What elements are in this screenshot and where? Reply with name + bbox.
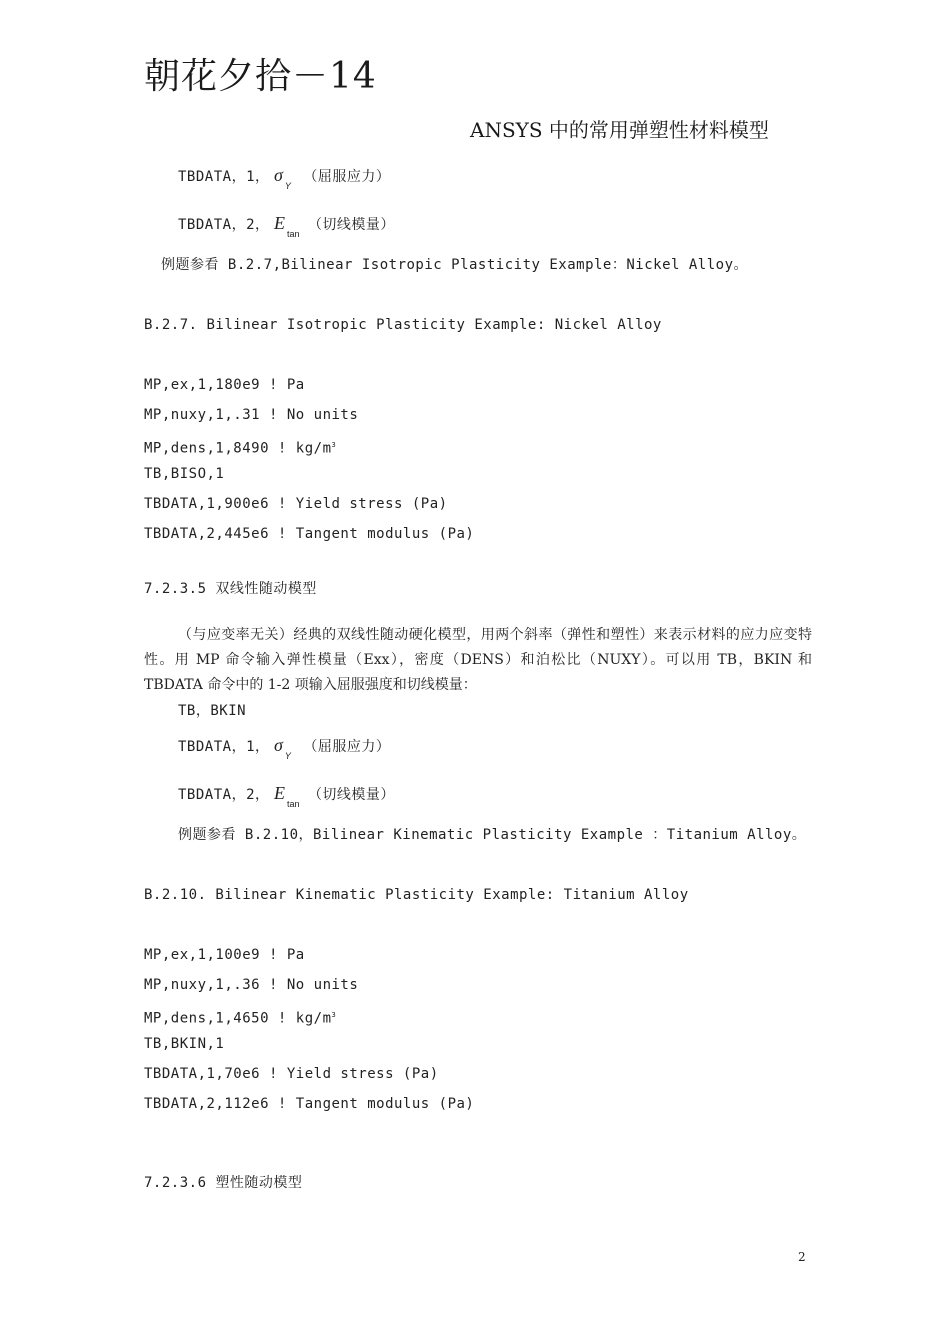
code-line: TB,BISO,1 [144, 466, 225, 482]
example-heading-2: B.2.10. Bilinear Kinematic Plasticity Example: Titanium Alloy [144, 887, 689, 903]
tbdata-note: （屈服应力） [303, 739, 391, 755]
tbdata-tangent-line-1 [178, 213, 395, 239]
page-number: 2 [798, 1250, 806, 1264]
example-reference-2: 例题参看 B.2.10，Bilinear Kinematic Plasticity Example ：Titanium Alloy。 [178, 827, 807, 843]
symbol-subscript: tan [286, 799, 300, 809]
tbdata-yield-line-2 [178, 735, 391, 761]
code-line: MP,ex,1,180e9 ! Pa [144, 377, 305, 393]
e-symbol: E [273, 213, 285, 233]
tbdata-prefix: TBDATA，2， [178, 217, 270, 233]
section-heading: 7.2.3.5 双线性随动模型 [144, 581, 317, 597]
tbdata-tangent-line-2 [178, 783, 395, 809]
code-text: MP,dens,1,4650 ! kg/m [144, 1010, 332, 1027]
code-line [144, 1006, 336, 1028]
page-title: 朝花夕拾－14 [144, 56, 377, 97]
superscript: 3 [331, 1011, 337, 1019]
code-line: TBDATA,1,900e6 ! Yield stress (Pa) [144, 496, 448, 512]
tbdata-note: （屈服应力） [303, 169, 391, 185]
code-line: MP,ex,1,100e9 ! Pa [144, 947, 305, 963]
code-line: MP,nuxy,1,.36 ! No units [144, 977, 359, 993]
code-text: MP,dens,1,8490 ! kg/m [144, 440, 332, 457]
tb-bkin-line: TB，BKIN [178, 703, 247, 719]
document-subtitle: ANSYS 中的常用弹塑性材料模型 [470, 118, 769, 142]
tbdata-yield-line-1 [178, 165, 391, 191]
code-line: MP,nuxy,1,.31 ! No units [144, 407, 359, 423]
symbol-subscript: Y [284, 751, 291, 761]
code-line: TBDATA,2,445e6 ! Tangent modulus (Pa) [144, 526, 475, 542]
symbol-subscript: tan [286, 229, 300, 239]
tbdata-prefix: TBDATA，1， [178, 169, 270, 185]
tbdata-note: （切线模量） [307, 217, 395, 233]
e-symbol: E [273, 783, 285, 803]
body-paragraph: （与应变率无关）经典的双线性随动硬化模型，用两个斜率（弹性和塑性）来表示材料的应力应变特性。用 MP 命令输入弹性模量（Exx），密度（DENS）和泊松比（NUXY）。可以用 TB，BKIN 和 TBDATA 命令中的 1-2 项输入屈服强度和切线模量： [144, 627, 812, 693]
code-line: TBDATA,1,70e6 ! Yield stress (Pa) [144, 1066, 439, 1082]
code-line: TB,BKIN,1 [144, 1036, 225, 1052]
tbdata-prefix: TBDATA，2， [178, 787, 270, 803]
tbdata-note: （切线模量） [307, 787, 395, 803]
symbol-subscript: Y [284, 181, 291, 191]
sigma-symbol: σ [273, 165, 283, 185]
example-heading-1: B.2.7. Bilinear Isotropic Plasticity Example: Nickel Alloy [144, 317, 662, 333]
code-line: TBDATA,2,112e6 ! Tangent modulus (Pa) [144, 1096, 475, 1112]
superscript: 3 [331, 441, 337, 449]
section-heading: 7.2.3.6 塑性随动模型 [144, 1175, 303, 1191]
code-line [144, 436, 336, 458]
tbdata-prefix: TBDATA，1， [178, 739, 270, 755]
sigma-symbol: σ [273, 735, 283, 755]
example-reference-1: 例题参看 B.2.7,Bilinear Isotropic Plasticity Example：Nickel Alloy。 [161, 257, 749, 273]
